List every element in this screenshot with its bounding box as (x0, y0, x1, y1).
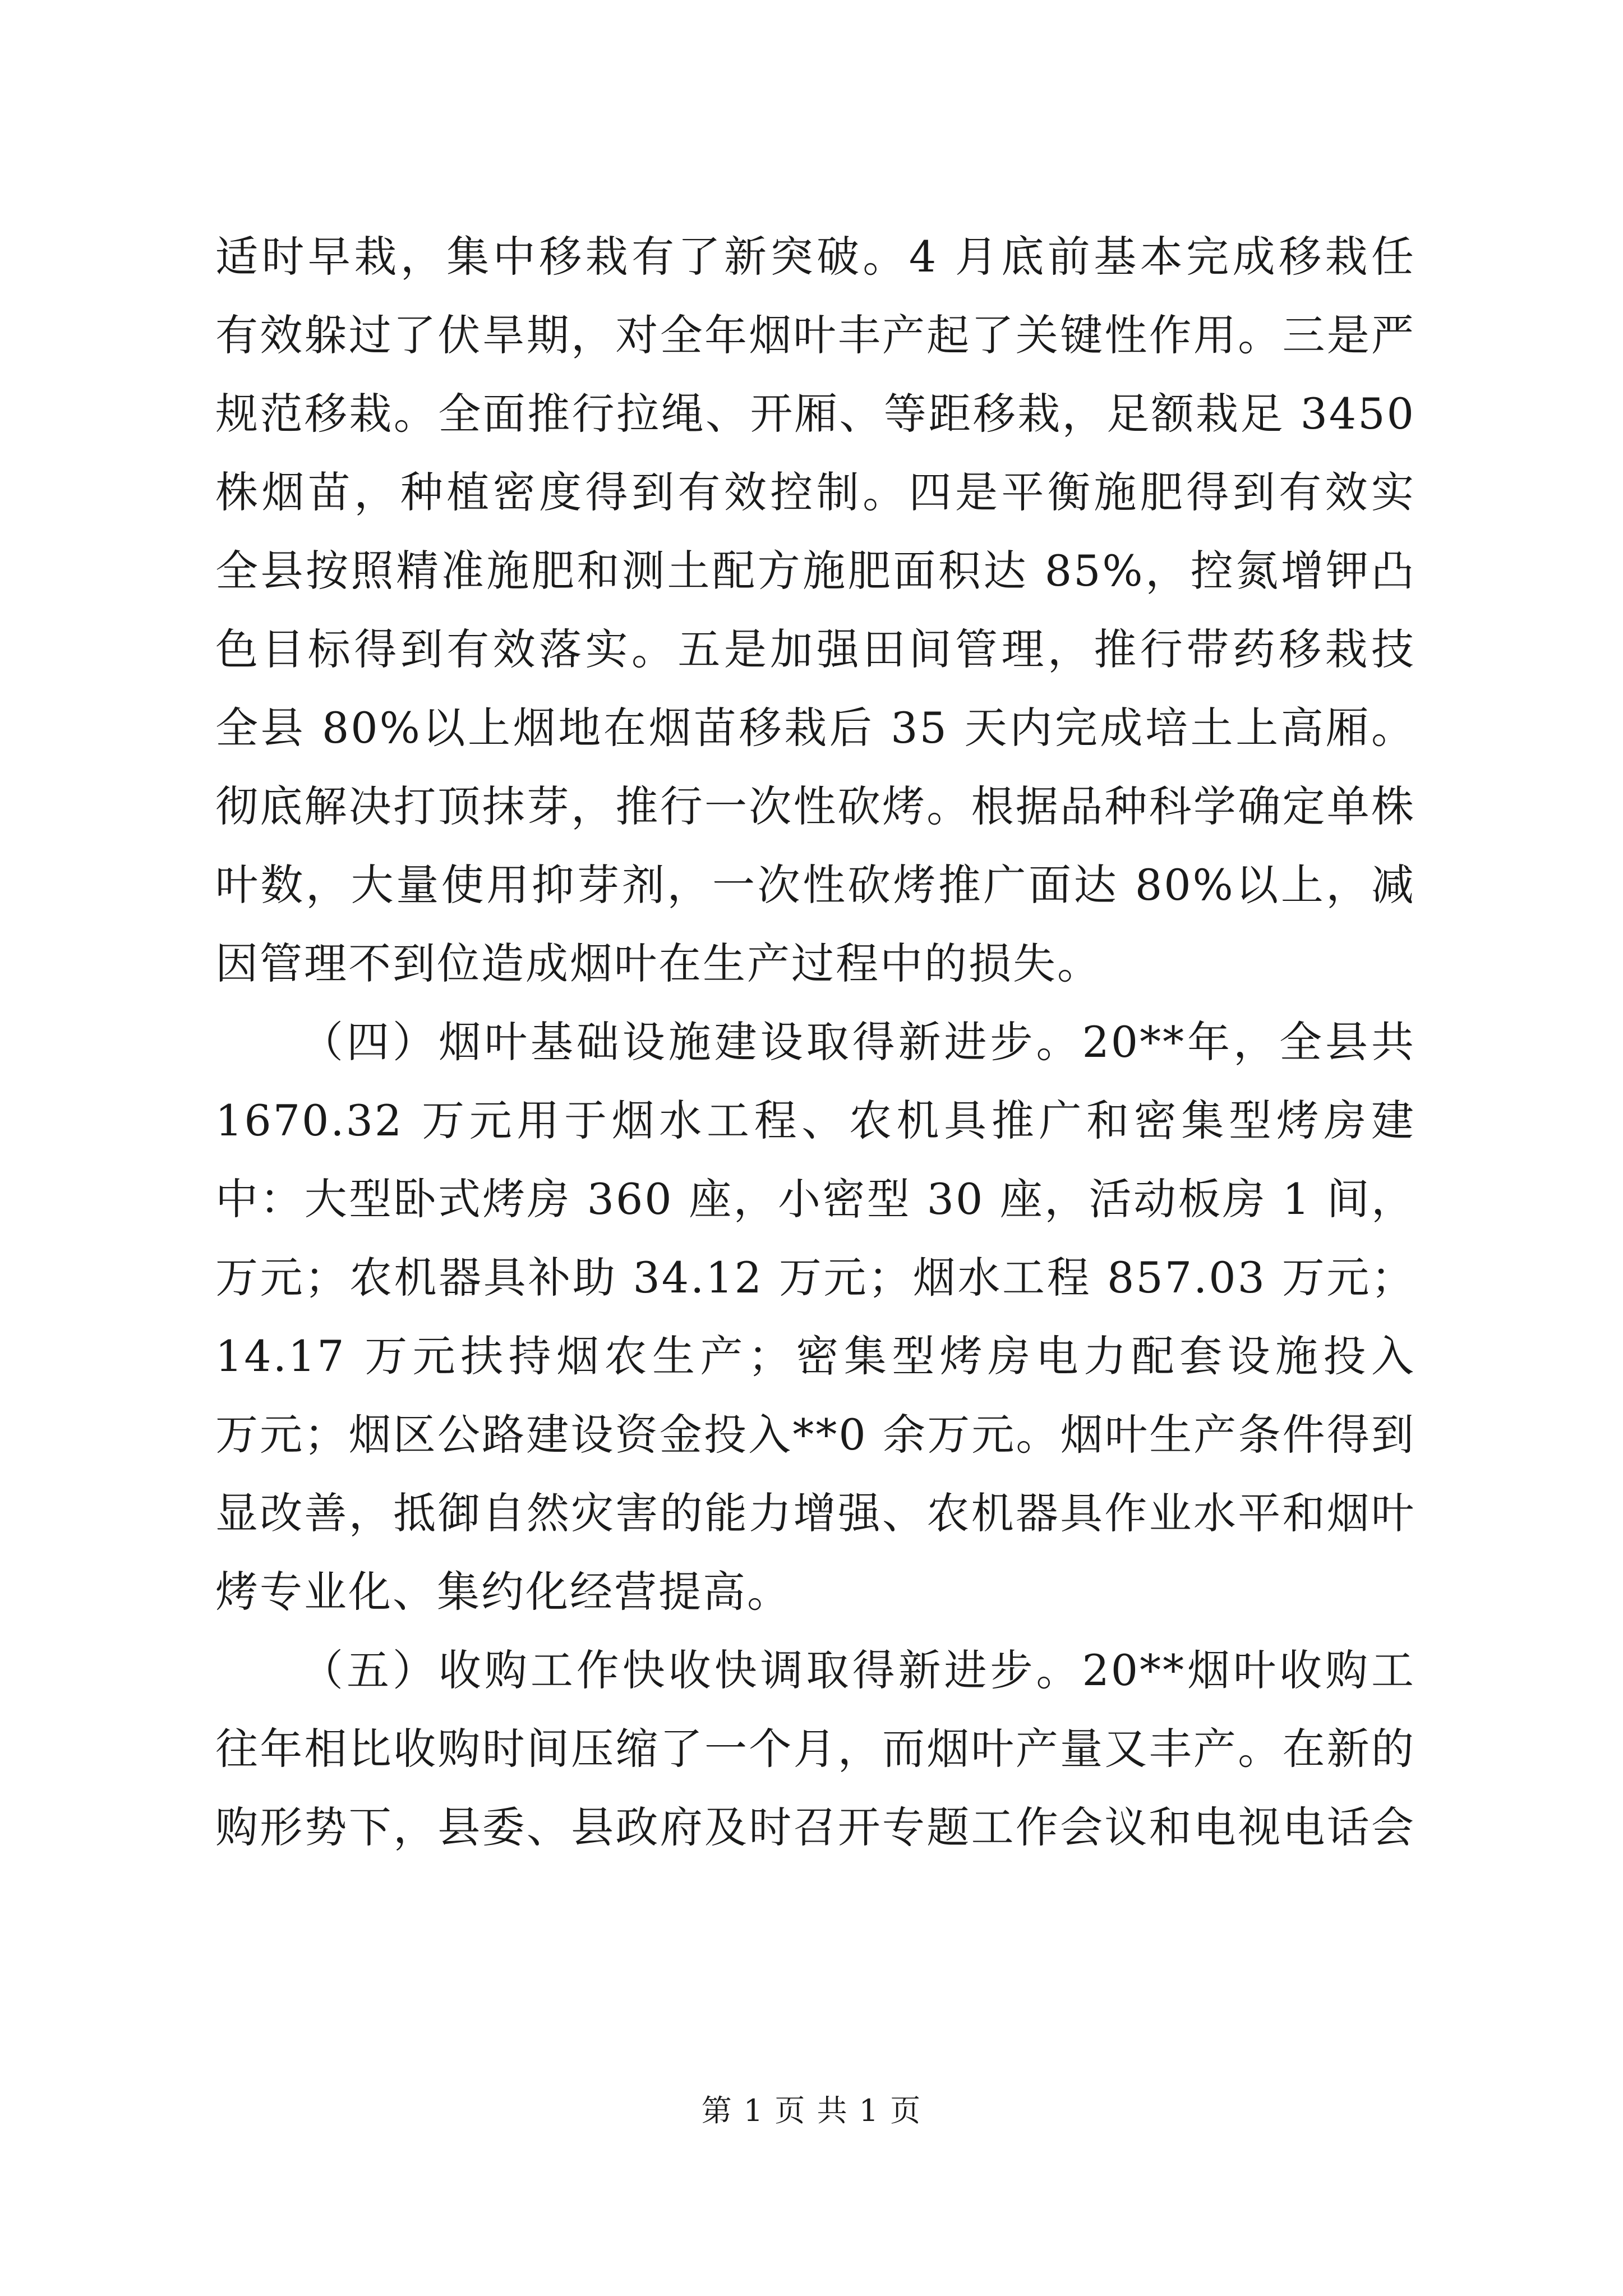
text-line: 显改善，抵御自然灾害的能力增强、农机器具作业水平和烟叶 (215, 1488, 1415, 1538)
text-line: 万元；烟区公路建设资金投入**0 余万元。烟叶生产条件得到 (215, 1410, 1415, 1460)
text-line: 烤专业化、集约化经营提高。 (215, 1567, 791, 1617)
text-line: 全县按照精准施肥和测土配方施肥面积达 85%，控氮增钾凸 (215, 546, 1415, 596)
text-line: 叶数，大量使用抑芽剂，一次性砍烤推广面达 80%以上，减 (215, 860, 1415, 910)
text-line: 彻底解决打顶抹芽，推行一次性砍烤。根据品种科学确定单株 (215, 781, 1415, 831)
text-line: 规范移栽。全面推行拉绳、开厢、等距移栽，足额栽足 3450 (215, 389, 1415, 439)
text-line: 色目标得到有效落实。五是加强田间管理，推行带药移栽技 (215, 624, 1415, 674)
text-line: 适时早栽，集中移栽有了新突破。4 月底前基本完成移栽任 (215, 232, 1415, 282)
text-line: 购形势下，县委、县政府及时召开专题工作会议和电视电话会 (215, 1802, 1415, 1852)
text-line: 万元；农机器具补助 34.12 万元；烟水工程 857.03 万元； (215, 1253, 1415, 1303)
paragraph-heading-4: （四）烟叶基础设施建设取得新进步。20**年，全县共 (301, 1017, 1415, 1067)
body-text (215, 218, 1415, 1867)
text-line: 往年相比收购时间压缩了一个月，而烟叶产量又丰产。在新的 (215, 1724, 1415, 1774)
page-number-footer: 第 1 页 共 1 页 (701, 2093, 922, 2128)
text-line: 有效躲过了伏旱期，对全年烟叶丰产起了关键性作用。三是严 (215, 310, 1415, 360)
text-line: 株烟苗，种植密度得到有效控制。四是平衡施肥得到有效实 (215, 467, 1415, 517)
text-line: 中：大型卧式烤房 360 座，小密型 30 座，活动板房 1 间， (215, 1174, 1415, 1224)
text-line: 因管理不到位造成烟叶在生产过程中的损失。 (215, 938, 1101, 988)
text-line: 全县 80%以上烟地在烟苗移栽后 35 天内完成培土上高厢。 (215, 703, 1415, 753)
text-line: 14.17 万元扶持烟农生产；密集型烤房电力配套设施投入 (215, 1331, 1415, 1381)
paragraph-heading-5: （五）收购工作快收快调取得新进步。20**烟叶收购工 (301, 1645, 1415, 1695)
text-line: 1670.32 万元用于烟水工程、农机具推广和密集型烤房建 (215, 1096, 1415, 1145)
